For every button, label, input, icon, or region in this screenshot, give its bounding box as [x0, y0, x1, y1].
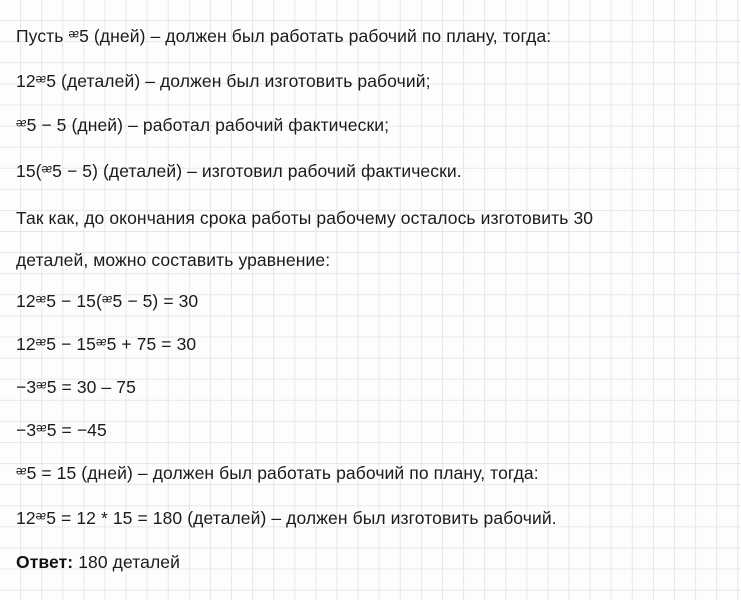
- answer-label: Ответ:: [16, 552, 74, 572]
- answer-line: [16, 554, 731, 572]
- solution-line-5: Так как, до окончания срока работы рабочему осталось изготовить 30: [16, 208, 594, 228]
- solution-text-block: [16, 16, 731, 572]
- equation-line-3: −3ᵆ5 = 30 – 75: [16, 377, 136, 397]
- solution-line-4: 15(ᵆ5 − 5) (деталей) – изготовил рабочий фактически.: [16, 160, 462, 181]
- answer-value: 180 деталей: [78, 552, 180, 572]
- solution-line-1: Пусть ᵆ5 (дней) – должен был работать рабочий по плану, тогда:: [16, 26, 552, 46]
- solution-line-2: 12ᵆ5 (деталей) – должен был изготовить рабочий;: [16, 70, 431, 91]
- equation-line-5: ᵆ5 = 15 (дней) – должен был работать рабочий по плану, тогда:: [16, 463, 539, 483]
- solution-line-3: ᵆ5 − 5 (дней) – работал рабочий фактически;: [16, 115, 390, 135]
- equation-line-1: 12ᵆ5 − 15(ᵆ5 − 5) = 30: [16, 291, 199, 311]
- equation-line-2: 12ᵆ5 − 15ᵆ5 + 75 = 30: [16, 333, 197, 354]
- solution-line-6: деталей, можно составить уравнение:: [16, 249, 331, 270]
- equation-line-6: 12ᵆ5 = 12 * 15 = 180 (деталей) – должен был изготовить рабочий.: [16, 507, 557, 528]
- equation-line-4: −3ᵆ5 = −45: [16, 419, 107, 440]
